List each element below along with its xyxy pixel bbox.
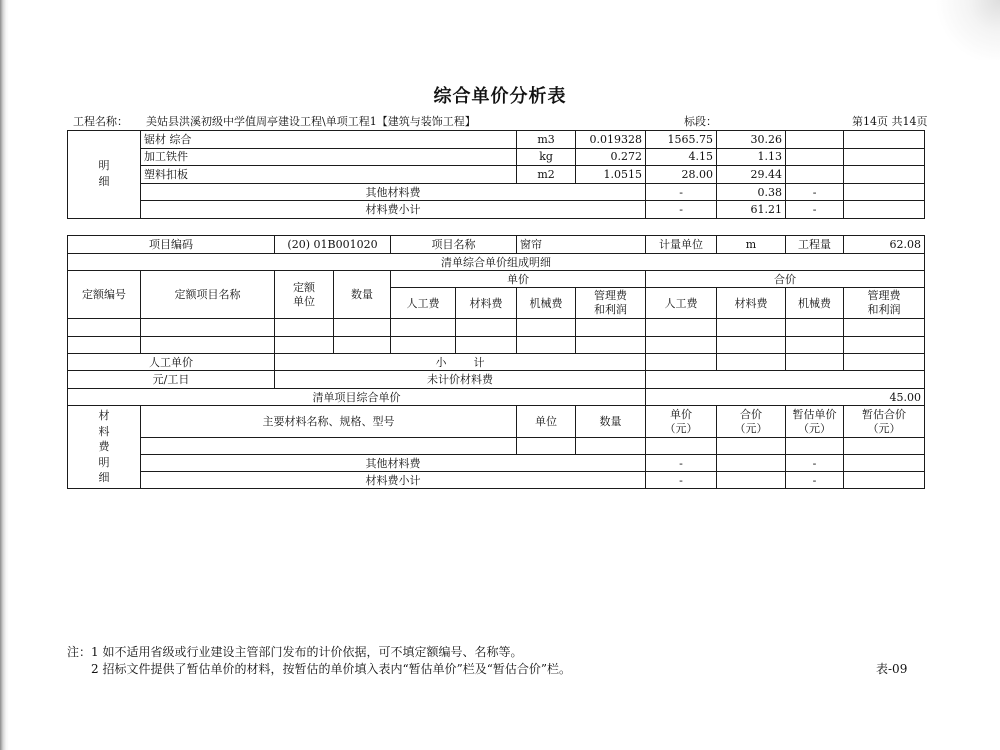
material-subtotal-est-unit-price: - — [786, 201, 844, 219]
material-est-total — [844, 166, 925, 184]
material-subtotal-est-total — [844, 472, 925, 489]
quota-row — [68, 337, 925, 354]
material-subtotal-unit-price: - — [646, 201, 717, 219]
composite-price-row — [68, 389, 925, 406]
form-number: 表-09 — [876, 662, 908, 676]
other-material-label: 其他材料费 — [141, 455, 646, 472]
material-est-total — [844, 131, 925, 149]
material-subtotal-unit-price: - — [646, 472, 717, 489]
material-row — [68, 438, 925, 455]
note-line-1: 注：1 如不适用省级或行业建设主管部门发布的计价依据，可不填定额编号、名称等。 — [67, 645, 523, 659]
material-name: 塑料扣板 — [141, 166, 517, 184]
other-material-total: 0.38 — [717, 183, 786, 201]
unit-material-header: 材料费 — [456, 288, 517, 319]
empty-cell — [717, 337, 786, 354]
material-est-unit-price — [786, 131, 844, 149]
empty-cell — [456, 337, 517, 354]
item-unit-label: 计量单位 — [646, 236, 717, 254]
other-material-est-unit-price: - — [786, 183, 844, 201]
material-name: 加工铁件 — [141, 148, 517, 166]
empty-cell — [646, 438, 717, 455]
material-subtotal-total: 61.21 — [717, 201, 786, 219]
material-total-header: 合价 （元） — [717, 406, 786, 438]
empty-cell — [391, 319, 456, 337]
subtotal-label: 小 计 — [275, 354, 646, 371]
material-subtotal-label: 材料费小计 — [141, 201, 646, 219]
other-material-est-total — [844, 183, 925, 201]
item-name-label: 项目名称 — [391, 236, 517, 254]
composition-title-row — [68, 254, 925, 271]
material-detail-table — [67, 130, 925, 219]
other-material-row — [68, 455, 925, 472]
empty-cell — [786, 337, 844, 354]
labor-rate-label: 人工单价 — [68, 354, 275, 371]
total-machine-header: 机械费 — [786, 288, 844, 319]
other-material-total — [717, 455, 786, 472]
material-name: 锯材 综合 — [141, 131, 517, 149]
quota-row — [68, 319, 925, 337]
unpriced-material-label: 未计价材料费 — [275, 371, 646, 389]
subtotal-mgmt-profit — [844, 354, 925, 371]
empty-cell — [391, 337, 456, 354]
other-material-row — [68, 183, 925, 201]
material-quantity-header: 数量 — [576, 406, 646, 438]
empty-cell — [68, 337, 141, 354]
total-material-header: 材料费 — [717, 288, 786, 319]
empty-cell — [576, 337, 646, 354]
empty-cell — [717, 319, 786, 337]
material-est-total — [844, 148, 925, 166]
material-subtotal-label: 材料费小计 — [141, 472, 646, 489]
material-quantity: 1.0515 — [576, 166, 646, 184]
subtotal-labor — [646, 354, 717, 371]
empty-cell — [334, 337, 391, 354]
empty-cell — [141, 319, 275, 337]
project-label: 工程名称： — [73, 115, 128, 128]
total-price-group-header: 合价 — [646, 271, 925, 288]
material-unit-price: 28.00 — [646, 166, 717, 184]
unit-price-group-header: 单价 — [391, 271, 646, 288]
material-unit: kg — [517, 148, 576, 166]
empty-cell — [844, 337, 925, 354]
material-side-label-text: 材料费明细 — [98, 409, 110, 485]
empty-cell — [456, 319, 517, 337]
empty-cell — [275, 337, 334, 354]
empty-cell — [646, 319, 717, 337]
item-quantity: 62.08 — [844, 236, 925, 254]
material-quantity: 0.272 — [576, 148, 646, 166]
material-subtotal-row — [68, 201, 925, 219]
item-code-label: 项目编码 — [68, 236, 275, 254]
empty-cell — [576, 438, 646, 455]
material-row — [68, 131, 925, 149]
subtotal-machine — [786, 354, 844, 371]
empty-cell — [517, 438, 576, 455]
material-subtotal-est-unit-price: - — [786, 472, 844, 489]
empty-cell — [844, 319, 925, 337]
unpriced-material-value — [646, 371, 925, 389]
total-labor-header: 人工费 — [646, 288, 717, 319]
labor-rate-unit: 元/工日 — [68, 371, 275, 389]
unit-labor-header: 人工费 — [391, 288, 456, 319]
empty-cell — [717, 438, 786, 455]
material-subtotal-row — [68, 472, 925, 489]
material-subtotal-est-total — [844, 201, 925, 219]
material-row — [68, 148, 925, 166]
empty-cell — [141, 337, 275, 354]
unpriced-material-row — [68, 371, 925, 389]
empty-cell — [576, 319, 646, 337]
material-total: 30.26 — [717, 131, 786, 149]
other-material-est-unit-price: - — [786, 455, 844, 472]
material-est-unit-price — [786, 148, 844, 166]
other-material-unit-price: - — [646, 183, 717, 201]
empty-cell — [275, 319, 334, 337]
note-line-2: 2 招标文件提供了暂估单价的材料，按暂估的单价填入表内“暂估单价”栏及“暂估合价”栏。 — [91, 662, 571, 676]
page-title: 综合单价分析表 — [433, 86, 567, 107]
composite-price-label: 清单项目综合单价 — [68, 389, 646, 406]
item-code: (20) 01B001020 — [275, 236, 391, 254]
item-info-row — [68, 236, 925, 254]
project-name: 美姑县洪溪初级中学值周亭建设工程\单项工程1【建筑与装饰工程】 — [146, 115, 476, 128]
total-mgmt-profit-header: 管理费 和利润 — [844, 288, 925, 319]
material-unit-price-header: 单价 （元） — [646, 406, 717, 438]
material-est-unit-price — [786, 166, 844, 184]
subtotal-row — [68, 354, 925, 371]
composition-title: 清单综合单价组成明细 — [68, 254, 925, 271]
material-header-row — [68, 406, 925, 438]
material-unit: m2 — [517, 166, 576, 184]
item-quantity-label: 工程量 — [786, 236, 844, 254]
material-subtotal-total — [717, 472, 786, 489]
scan-edge-shadow — [0, 0, 9, 750]
empty-cell — [517, 319, 576, 337]
empty-cell — [68, 319, 141, 337]
material-name-header: 主要材料名称、规格、型号 — [141, 406, 517, 438]
detail-side-label-text: 明细 — [98, 159, 110, 189]
unit-mgmt-profit-header: 管理费 和利润 — [576, 288, 646, 319]
material-unit-price: 4.15 — [646, 148, 717, 166]
material-total: 29.44 — [717, 166, 786, 184]
other-material-est-total — [844, 455, 925, 472]
section-label: 标段： — [684, 115, 717, 128]
other-material-label: 其他材料费 — [141, 183, 646, 201]
scan-corner-shadow — [930, 0, 1000, 60]
empty-cell — [786, 438, 844, 455]
empty-cell — [844, 438, 925, 455]
empty-cell — [517, 337, 576, 354]
empty-cell — [141, 438, 517, 455]
material-est-total-header: 暂估合价 （元） — [844, 406, 925, 438]
quota-unit-header: 定额 单位 — [275, 271, 334, 319]
unit-machine-header: 机械费 — [517, 288, 576, 319]
quota-quantity-header: 数量 — [334, 271, 391, 319]
quota-name-header: 定额项目名称 — [141, 271, 275, 319]
material-unit-header: 单位 — [517, 406, 576, 438]
unit-price-analysis-table — [67, 235, 925, 489]
material-unit-price: 1565.75 — [646, 131, 717, 149]
other-material-unit-price: - — [646, 455, 717, 472]
composition-header-row — [68, 271, 925, 288]
subtotal-material — [717, 354, 786, 371]
item-unit: m — [717, 236, 786, 254]
material-side-label — [68, 406, 141, 489]
empty-cell — [334, 319, 391, 337]
item-name: 窗帘 — [517, 236, 646, 254]
material-unit: m3 — [517, 131, 576, 149]
material-row — [68, 166, 925, 184]
detail-side-label — [68, 131, 141, 219]
page-info: 第14页 共14页 — [852, 115, 928, 128]
composite-price-value: 45.00 — [646, 389, 925, 406]
material-quantity: 0.019328 — [576, 131, 646, 149]
material-est-unit-price-header: 暂估单价 （元） — [786, 406, 844, 438]
quota-code-header: 定额编号 — [68, 271, 141, 319]
empty-cell — [786, 319, 844, 337]
empty-cell — [646, 337, 717, 354]
material-total: 1.13 — [717, 148, 786, 166]
